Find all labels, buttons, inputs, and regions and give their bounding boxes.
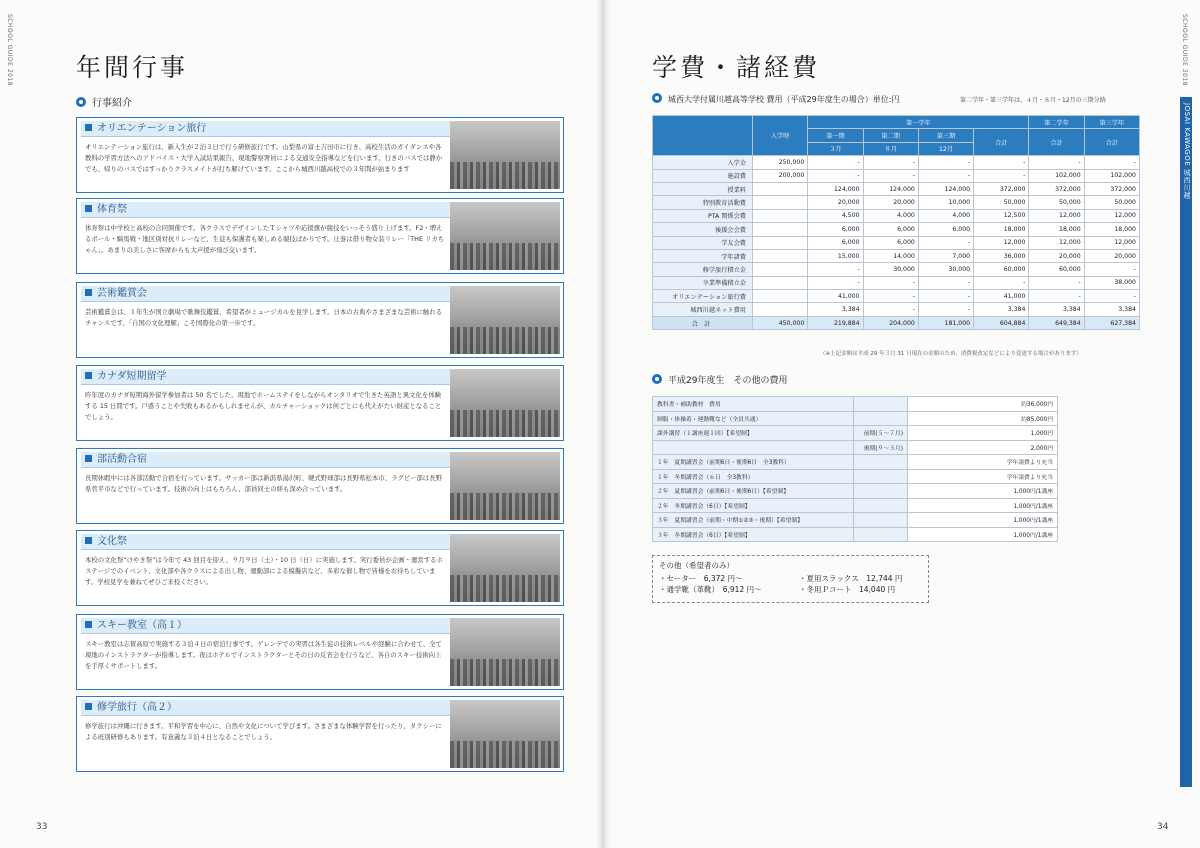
- fee-row: [653, 290, 1140, 303]
- fee-value: 12,000: [1029, 236, 1084, 249]
- event-photo: [450, 202, 560, 270]
- fee-value: 450,000: [753, 316, 808, 329]
- other-cost-row: [653, 527, 1058, 542]
- fee-item-name: 入学金: [653, 156, 753, 169]
- fee-value: 4,000: [863, 209, 918, 222]
- square-bullet-icon: [85, 205, 92, 212]
- fee-header-year2: 第二学年: [1029, 116, 1084, 129]
- fee-total-row: [653, 316, 1140, 329]
- fee-caption-text: 城西大学付属川越高等学校 費用（平成29年度生の場合）単位:円: [668, 95, 900, 104]
- fee-header-sum3: 合計: [1084, 129, 1139, 156]
- optional-item: ・セーター 6,372 円〜: [659, 574, 743, 583]
- fee-value: 30,000: [918, 263, 973, 276]
- other-cost-value: 1,000円/1講座: [908, 498, 1058, 513]
- page-number-right: 34: [1157, 822, 1169, 832]
- event-photo: [450, 286, 560, 354]
- fee-value: -: [918, 303, 973, 316]
- fee-value: 372,000: [1084, 182, 1139, 195]
- event-title-text: スキー教室（高１）: [97, 620, 187, 631]
- event-title: [81, 618, 451, 634]
- event-card: [76, 448, 564, 524]
- other-cost-value: 1,000円/1講座: [908, 484, 1058, 499]
- fee-row: [653, 156, 1140, 169]
- fee-value: 10,000: [918, 196, 973, 209]
- fee-value: 627,384: [1084, 316, 1139, 329]
- fee-footnote: （※上記金額は平成 29 年３月 31 日現在の金額のため、消費税改定などにより変更する場合があります）: [820, 351, 1082, 357]
- fee-value: -: [808, 263, 863, 276]
- fee-value: -: [863, 303, 918, 316]
- fee-header-sum1: 合計: [974, 129, 1029, 156]
- fee-value: [753, 209, 808, 222]
- fee-value: 4,000: [918, 209, 973, 222]
- fee-value: [753, 303, 808, 316]
- fee-value: 12,000: [1029, 209, 1084, 222]
- fee-header-month2: ８月: [863, 142, 918, 155]
- fee-value: 6,000: [808, 236, 863, 249]
- other-cost-row: [653, 455, 1058, 470]
- fee-value: 14,000: [863, 249, 918, 262]
- optional-item: ・通学靴（革靴） 6,912 円〜: [659, 585, 762, 594]
- event-description: 本校の文化祭“けやき祭”は今年で 43 回目を迎え、９月９日（土）・10 日（日）に実施します。実行委員が企画・運営するホステージでのイベント、文化部や各クラスによる出し物、運動部による模擬店など、多彩な催し物で皆様をお待ちしています。学校見学を兼ねてぜひご来校ください。: [85, 556, 443, 586]
- fee-value: -: [808, 156, 863, 169]
- fee-value: 4,500: [808, 209, 863, 222]
- fee-value: -: [1029, 276, 1084, 289]
- event-card: [76, 614, 564, 690]
- fee-value: 60,000: [974, 263, 1029, 276]
- event-title: [81, 202, 451, 218]
- fee-value: 12,000: [1084, 236, 1139, 249]
- other-cost-period: [854, 484, 908, 499]
- event-card: [76, 365, 564, 441]
- fee-value: -: [863, 169, 918, 182]
- other-cost-row: [653, 498, 1058, 513]
- fee-item-name: 施設費: [653, 169, 753, 182]
- other-cost-value: 学年諸費より充当: [908, 455, 1058, 470]
- event-photo: [450, 534, 560, 602]
- event-description: 長期休暇中には各部活動で合宿を行っています。サッカー部は新潟県湯沢町、硬式野球部は長野県松本市、ラグビー部は長野県菅平市などで行っています。技術の向上はもちろん、部員同士の絆も深め合っています。: [85, 474, 442, 493]
- fee-header-term2: 第二期: [863, 129, 918, 142]
- fee-value: 38,000: [1084, 276, 1139, 289]
- event-photo: [450, 700, 560, 768]
- other-cost-value: 約85,000円: [908, 411, 1058, 426]
- event-title-text: 芸術鑑賞会: [97, 288, 147, 299]
- fee-value: 372,000: [1029, 182, 1084, 195]
- other-cost-value: 1,000円: [908, 426, 1058, 441]
- fee-item-name: 合 計: [653, 316, 753, 329]
- fee-header-term3: 第三期: [918, 129, 973, 142]
- fee-value: 50,000: [1084, 196, 1139, 209]
- other-cost-period: 前期(５〜７月): [854, 426, 908, 441]
- fee-value: 12,000: [1084, 209, 1139, 222]
- event-title: [81, 700, 451, 716]
- other-cost-period: [854, 397, 908, 412]
- page-title-left: 年間行事: [76, 53, 189, 82]
- section-heading-label: 行事紹介: [92, 98, 132, 109]
- event-title-text: カナダ短期留学: [97, 371, 167, 382]
- fee-value: 50,000: [1029, 196, 1084, 209]
- event-title: [81, 369, 451, 385]
- fee-value: 12,500: [974, 209, 1029, 222]
- other-cost-item: １年 夏期講習会（前期6日・後期6日 全3教科）: [653, 455, 854, 470]
- fee-value: 36,000: [974, 249, 1029, 262]
- other-cost-item: 制服・体操着・運動靴など（全員共通）: [653, 411, 854, 426]
- fee-header-blank: [653, 116, 753, 156]
- page-gutter: [596, 0, 610, 848]
- page-title-right: 学費・諸経費: [652, 53, 821, 82]
- fee-value: 41,000: [808, 290, 863, 303]
- other-cost-row: [653, 397, 1058, 412]
- event-description: 体育祭は中学校と高校の合同開催です。各クラスでデザインしたＴシャツや応援旗が競技をいっそう盛り上げます。F2・増えるボール・騎馬戦・地区別対抗リレーなど、生徒も保護者も楽しめる競技ばかりです。圧巻は借り物女装リレー「THE リカちゃん」。あまりの美しさに客席からも大声援が飛び交います。: [85, 224, 445, 254]
- other-cost-item: １年 冬期講習会（６日 全3教科）: [653, 469, 854, 484]
- other-cost-item: 課外講習（１講座週１回）【希望制】: [653, 426, 854, 441]
- fee-row: [653, 223, 1140, 236]
- fee-value: 3,384: [808, 303, 863, 316]
- other-cost-item: ３年 夏期講習会（前期・中期①②③・後期）【希望制】: [653, 513, 854, 528]
- fee-value: -: [918, 276, 973, 289]
- fee-row: [653, 236, 1140, 249]
- fee-row: [653, 182, 1140, 195]
- fee-item-name: 特別教育活動費: [653, 196, 753, 209]
- fee-value: 124,000: [863, 182, 918, 195]
- fee-item-name: 学年諸費: [653, 249, 753, 262]
- fee-item-name: オリエンテーション旅行費: [653, 290, 753, 303]
- fee-value: [753, 223, 808, 236]
- other-cost-item: ２年 夏期講習会（前期6日・後期6日）【希望制】: [653, 484, 854, 499]
- fee-row: [653, 263, 1140, 276]
- other-costs-table: [652, 396, 1058, 542]
- fee-row: [653, 209, 1140, 222]
- fee-value: 20,000: [863, 196, 918, 209]
- event-photo: [450, 452, 560, 520]
- other-costs-heading: [652, 373, 787, 386]
- optional-item: ・冬用Ｐコート 14,040 円: [799, 585, 896, 594]
- fee-value: 20,000: [1084, 249, 1139, 262]
- event-description: スキー教室は志賀高原で実施する３泊４日の宿泊行事です。ゲレンデでの実習は各生徒の技術レベルや経験に合わせて、全て現地のインストラクターが指導します。夜はホテルでインストラクターとその日の反省会を行うなど、各自のスキー技術向上を手厚くサポートします。: [85, 640, 442, 670]
- other-cost-period: [854, 455, 908, 470]
- fee-value: 18,000: [974, 223, 1029, 236]
- other-cost-item: ３年 冬期講習会（6日）【希望制】: [653, 527, 854, 542]
- fee-row: [653, 276, 1140, 289]
- fee-value: -: [1084, 290, 1139, 303]
- event-card: [76, 530, 564, 606]
- square-bullet-icon: [85, 537, 92, 544]
- other-cost-period: [854, 513, 908, 528]
- fee-value: 15,000: [808, 249, 863, 262]
- event-title: [81, 534, 451, 550]
- other-costs-title: 平成29年度生 その他の費用: [668, 376, 788, 386]
- side-text-right: SCHOOL GUIDE 2018: [1181, 14, 1188, 87]
- event-card: [76, 117, 564, 193]
- other-cost-value: 学年諸費より充当: [908, 469, 1058, 484]
- event-title: [81, 452, 451, 468]
- event-card: [76, 696, 564, 772]
- fee-value: 50,000: [974, 196, 1029, 209]
- fee-item-name: 学友会費: [653, 236, 753, 249]
- event-description: オリエンテーション旅行は、新入生が２泊３日で行う研修旅行です。山梨県の富士吉田市に行き、高校生活のガイダンスや各教科の学習方法へのアドバイス・大学入試結果報告、現地警察署員による交通安全指導などを行います。行きのバスでは静かでも、帰りのバスではすっかりクラスメイトが打ち解けています。ここから城西川越高校での３年間が始まります: [85, 143, 443, 173]
- fee-item-name: 修学旅行積立金: [653, 263, 753, 276]
- fee-row: [653, 303, 1140, 316]
- fee-value: 649,384: [1029, 316, 1084, 329]
- other-cost-row: [653, 440, 1058, 455]
- other-cost-period: 後期(９〜３月): [854, 440, 908, 455]
- fee-value: 18,000: [1029, 223, 1084, 236]
- other-cost-value: 1,000円/1講座: [908, 513, 1058, 528]
- section-heading: [76, 94, 132, 109]
- fee-value: 3,384: [974, 303, 1029, 316]
- fee-value: 102,000: [1084, 169, 1139, 182]
- fee-value: 18,000: [1084, 223, 1139, 236]
- fee-value: 6,000: [863, 236, 918, 249]
- fee-value: 250,000: [753, 156, 808, 169]
- square-bullet-icon: [85, 124, 92, 131]
- fee-value: -: [863, 290, 918, 303]
- fee-value: 219,884: [808, 316, 863, 329]
- event-photo: [450, 369, 560, 437]
- fee-note: 第二学年・第三学年は、４月・８月・12月の三期分納: [960, 97, 1106, 104]
- event-title: [81, 286, 451, 302]
- fee-value: 604,884: [974, 316, 1029, 329]
- event-description: 修学旅行は沖縄に行きます。平和学習を中心に、自然や文化について学びます。さまざまな体験学習を行ったり、タクシーによる班別研修もあります。有意義な３泊４日となることでしょう。: [85, 722, 442, 741]
- other-cost-period: [854, 469, 908, 484]
- event-title-text: 修学旅行（高２）: [97, 702, 177, 713]
- other-cost-row: [653, 513, 1058, 528]
- square-bullet-icon: [85, 372, 92, 379]
- fee-value: [753, 182, 808, 195]
- fee-value: 7,000: [918, 249, 973, 262]
- other-cost-value: 1,000円/1講座: [908, 527, 1058, 542]
- other-cost-row: [653, 469, 1058, 484]
- event-card: [76, 198, 564, 274]
- fee-value: [753, 290, 808, 303]
- other-cost-period: [854, 527, 908, 542]
- fee-value: [753, 236, 808, 249]
- other-cost-row: [653, 411, 1058, 426]
- fee-value: -: [918, 236, 973, 249]
- fee-value: 102,000: [1029, 169, 1084, 182]
- event-title: [81, 121, 451, 137]
- side-band: JOSAI KAWAGOE 城西川越: [1180, 97, 1192, 787]
- fee-value: -: [808, 169, 863, 182]
- fee-value: 200,000: [753, 169, 808, 182]
- square-bullet-icon: [85, 455, 92, 462]
- other-cost-period: [854, 411, 908, 426]
- fee-row: [653, 249, 1140, 262]
- fee-value: [753, 276, 808, 289]
- other-cost-row: [653, 484, 1058, 499]
- fee-value: -: [1029, 290, 1084, 303]
- fee-value: -: [1029, 156, 1084, 169]
- fee-row: [653, 169, 1140, 182]
- bullet-circle-icon: [76, 97, 86, 107]
- fee-value: [753, 196, 808, 209]
- fee-value: -: [974, 156, 1029, 169]
- fee-value: -: [918, 156, 973, 169]
- fee-value: 60,000: [1029, 263, 1084, 276]
- fee-value: -: [1084, 263, 1139, 276]
- event-description: 昨年度のカナダ短期海外留学参加者は 50 名でした。現地でホームステイをしながらオンタリオで生きた英語と異文化を体験する 15 日間です。戸惑うことや失敗もあるかもしれませんが、カルチャーショックは何ごとにも代えがたい財産となることでしょう。: [85, 391, 442, 421]
- fee-header-year1: 第一学年: [808, 116, 1029, 129]
- fee-value: 6,000: [863, 223, 918, 236]
- event-title-text: 部活動合宿: [97, 454, 147, 465]
- fee-value: 20,000: [1029, 249, 1084, 262]
- optional-item: ・夏用スラックス 12,744 円: [799, 574, 903, 583]
- event-photo: [450, 618, 560, 686]
- other-cost-item: 教科書・補助教材 費用: [653, 397, 854, 412]
- fee-header-entry: 入学時: [753, 116, 808, 156]
- fee-value: -: [863, 276, 918, 289]
- fee-value: -: [1084, 156, 1139, 169]
- other-cost-item: ２年 冬期講習会（6日）【希望制】: [653, 498, 854, 513]
- fee-value: 12,000: [974, 236, 1029, 249]
- event-card: [76, 282, 564, 358]
- fee-header-sum2: 合計: [1029, 129, 1084, 156]
- fee-value: 20,000: [808, 196, 863, 209]
- fee-value: 372,000: [974, 182, 1029, 195]
- fee-item-name: 後援会会費: [653, 223, 753, 236]
- fee-item-name: 城西川越ネット費用: [653, 303, 753, 316]
- fee-value: -: [863, 156, 918, 169]
- optional-items-box: [652, 555, 929, 603]
- fee-value: 41,000: [974, 290, 1029, 303]
- fee-value: [753, 249, 808, 262]
- fee-value: -: [918, 169, 973, 182]
- fee-value: -: [974, 169, 1029, 182]
- fee-header-month1: ３月: [808, 142, 863, 155]
- fee-value: 181,000: [918, 316, 973, 329]
- fee-item-name: 卒業準備積立金: [653, 276, 753, 289]
- fee-value: -: [918, 290, 973, 303]
- fee-value: 30,000: [863, 263, 918, 276]
- square-bullet-icon: [85, 289, 92, 296]
- optional-title: その他（希望者のみ）: [659, 561, 734, 570]
- side-text-left: SCHOOL GUIDE 2018: [6, 14, 13, 87]
- fee-row: [653, 196, 1140, 209]
- other-cost-item: [653, 440, 854, 455]
- fee-item-name: PTA 関係会費: [653, 209, 753, 222]
- fee-value: -: [974, 276, 1029, 289]
- event-photo: [450, 121, 560, 189]
- fee-value: -: [808, 276, 863, 289]
- event-title-text: 文化祭: [97, 536, 127, 547]
- fee-value: 124,000: [918, 182, 973, 195]
- bullet-circle-icon: [652, 93, 662, 103]
- fee-item-name: 授業料: [653, 182, 753, 195]
- fee-value: 3,384: [1084, 303, 1139, 316]
- other-cost-period: [854, 498, 908, 513]
- event-title-text: 体育祭: [97, 204, 127, 215]
- event-description: 芸術鑑賞会は、１年生が国立劇場で歌舞伎鑑賞、希望者がミュージカルを見学します。日本の古典やさまざまな芸術に触れるチャンスです。「自国の文化理解」こそ国際化の第一歩です。: [85, 308, 443, 327]
- other-cost-value: 約36,000円: [908, 397, 1058, 412]
- other-cost-row: [653, 426, 1058, 441]
- fee-value: 6,000: [808, 223, 863, 236]
- fee-header-year3: 第三学年: [1084, 116, 1139, 129]
- fee-header-month3: 12月: [918, 142, 973, 155]
- square-bullet-icon: [85, 703, 92, 710]
- fee-value: 3,384: [1029, 303, 1084, 316]
- square-bullet-icon: [85, 621, 92, 628]
- fee-value: 124,000: [808, 182, 863, 195]
- fee-value: 6,000: [918, 223, 973, 236]
- fee-value: [753, 263, 808, 276]
- page-number-left: 33: [36, 822, 48, 832]
- other-cost-value: 2,000円: [908, 440, 1058, 455]
- fee-value: 204,000: [863, 316, 918, 329]
- fee-table: [652, 115, 1140, 330]
- event-title-text: オリエンテーション旅行: [97, 123, 207, 134]
- bullet-circle-icon: [652, 374, 662, 384]
- fee-caption: [652, 93, 899, 105]
- fee-header-term1: 第一期: [808, 129, 863, 142]
